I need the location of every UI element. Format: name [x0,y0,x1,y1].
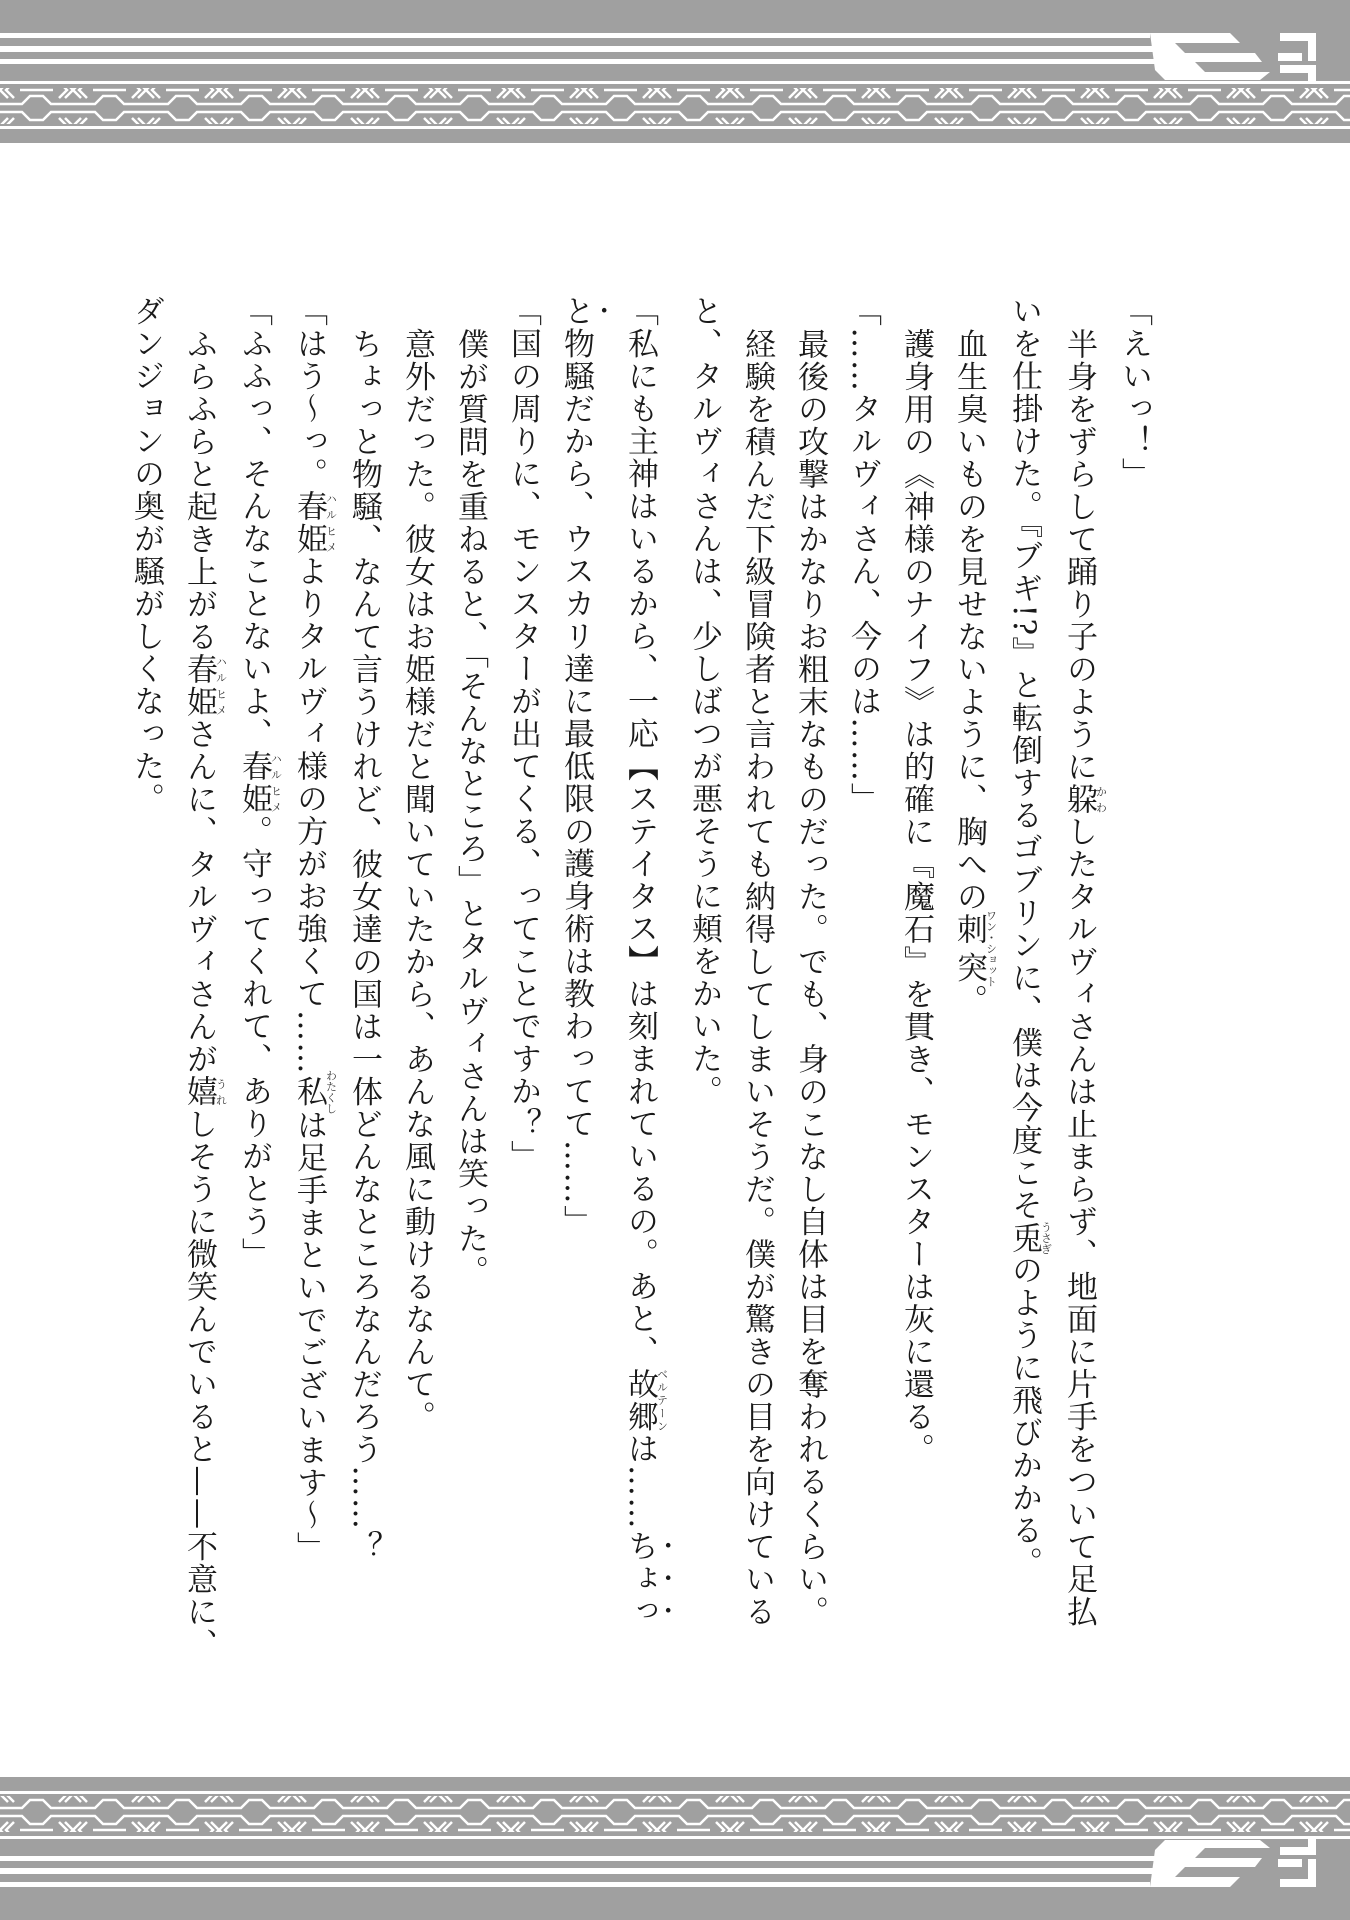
ruby-word [291,1070,338,1114]
text-run: ふらふらと起き上がる [181,327,217,653]
text-column [496,295,549,1605]
emphasized-text: ちょっ [622,1530,658,1628]
text-run: さんに、タルヴィさんが [181,717,217,1075]
text-run: 経験を積んだ下級冒険者と言われても納得してしまいそうだ。僕が驚きの目を向けている [739,327,775,1628]
ruby-reading: わたくし [324,1070,338,1114]
ruby-base: 嬉 [181,1075,217,1108]
ruby-word [622,1367,669,1433]
ruby-reading: ベルテーン [655,1367,669,1433]
ruby-base: 私 [291,1070,327,1114]
text-column [443,295,496,1605]
ruby-word [236,750,283,815]
text-run: 僕が質問を重ねると、「そんなところ」とタルヴィさんは笑った。 [452,327,488,1287]
text-column [119,295,172,1605]
ruby-base: 春姫 [236,750,272,815]
text-column [783,295,836,1628]
footer-ornament-band [0,1777,1350,1920]
text-column [836,295,889,1605]
text-column [889,295,942,1605]
ruby-reading: うさぎ [1039,1221,1053,1255]
ruby-base: 刺突 [951,909,987,987]
ruby-word [181,1075,228,1108]
ruby-reading: ワン・ショット [984,909,998,987]
ruby-word [291,490,338,555]
text-column [942,295,997,1605]
text-run: 。 [951,983,987,1016]
text-run: 半身をずらして踊り子のように [1061,327,1097,783]
ruby-base: 春姫 [291,490,327,555]
text-run: 「私にも主神はいるから、一応【ステイタス】は刻まれているの。あと、 [622,295,658,1368]
text-column [613,295,677,1628]
ruby-word [1006,1221,1053,1255]
ruby-reading: ハルヒメ [214,652,228,718]
ruby-base: 故郷 [622,1367,658,1433]
text-column [549,295,613,1605]
text-column [390,295,443,1605]
text-run: 「はう〜っ。 [291,295,327,490]
ruby-reading: うれ [214,1075,228,1108]
text-column [1052,295,1108,1628]
text-run: 物騒だから、ウスカリ達に最低限の護身術は教わってて……」 [558,327,594,1238]
ruby-reading: ハルヒメ [269,750,283,815]
ruby-word [181,652,228,718]
text-run: ダンジョンの奥が騒がしくなった。 [128,295,164,815]
text-run: 。守ってくれて、ありがとう」 [236,815,272,1270]
ruby-base: 春姫 [181,652,217,718]
text-run: と、タルヴィさんは、少しばつが悪そうに頬をかいた。 [686,295,722,1108]
text-run: ちょっと物騒、なんて言うけれど、彼女達の国は一体どんなところなんだろう……？ [346,327,382,1563]
text-run: したタルヴィさんは止まらず、地面に片手をついて足払 [1061,815,1097,1628]
header-ornament-band [0,0,1350,143]
text-run: いを仕掛けた。『ブギ!?』と転倒するゴブリンに、僕は今度こそ [1006,295,1042,1222]
text-column [172,295,228,1660]
text-run: 「ふふっ、そんなことないよ、 [236,295,272,750]
ruby-reading: ハルヒメ [324,490,338,555]
text-run: 護身用の《神様のナイフ》は的確に『魔石』を貫き、モンスターは灰に還る。 [898,327,934,1465]
ruby-base: 兎 [1006,1221,1042,1255]
text-column [730,295,783,1628]
text-column [997,295,1052,1605]
text-run: 「国の周りに、モンスターが出てくる、ってことですか？」 [505,295,541,1173]
text-run: 最後の攻撃はかなりお粗末なものだった。でも、身のこなし自体は目を奪われるくらい。 [792,327,828,1628]
text-run: は足手まといでございます〜」 [291,1109,327,1564]
text-run: よりタルヴィ様の方がお強くて…… [291,555,327,1075]
text-run: 「えいっ！」 [1116,295,1152,490]
ruby-reading: かわ [1094,782,1108,815]
text-run: 「……タルヴィさん、今のは……」 [845,295,881,815]
text-column [227,295,282,1605]
body-text [119,295,1160,1660]
text-column [677,295,730,1605]
ruby-word [951,909,998,987]
ruby-word [1061,782,1108,816]
ruby-base: 躱 [1061,782,1097,815]
text-column [282,295,337,1605]
text-column [1107,295,1160,1605]
text-run: 血生臭いものを見せないように、胸への [951,327,987,913]
text-run: は…… [622,1432,658,1530]
text-run: 意外だった。彼女はお姫様だと聞いていたから、あんな風に動けるなんて。 [399,327,435,1433]
text-run: のように飛びかかる。 [1006,1254,1042,1580]
emphasized-text: と [558,295,594,328]
text-column [337,295,390,1605]
text-run: しそうに微笑んでいると——不意に、 [181,1107,217,1660]
